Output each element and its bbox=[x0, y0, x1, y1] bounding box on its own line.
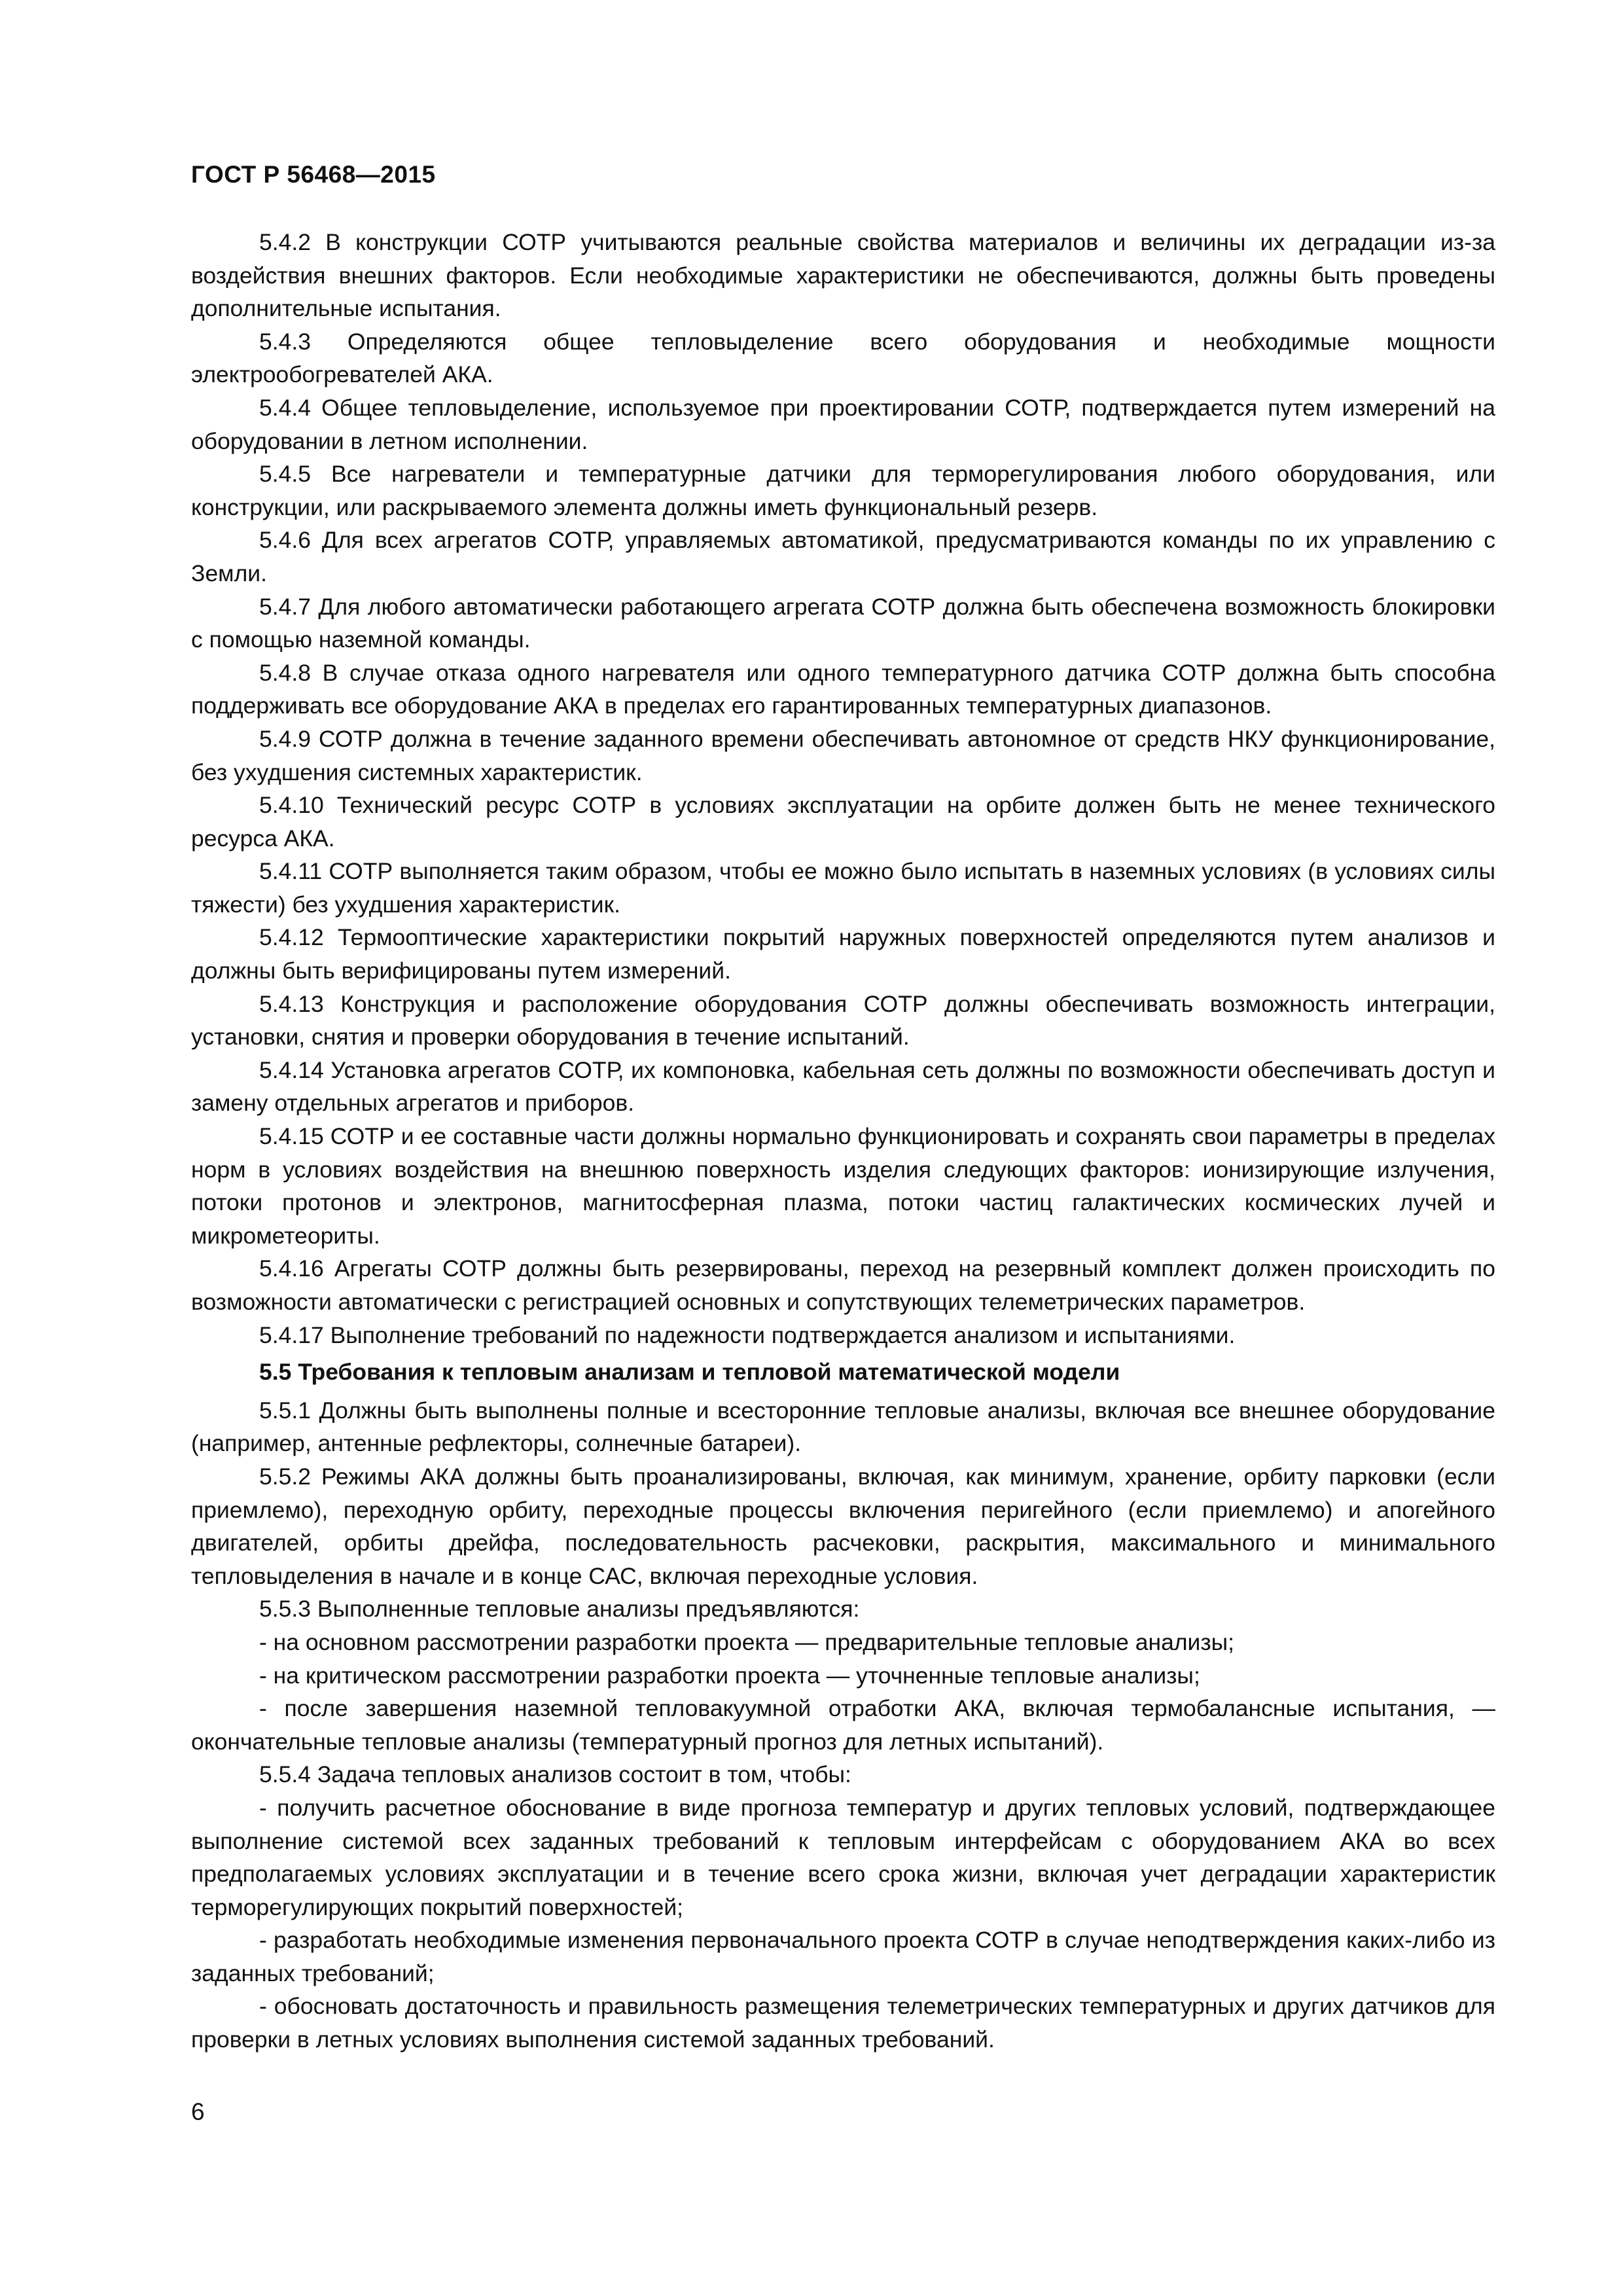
paragraph-5-5-3: 5.5.3 Выполненные тепловые анализы предъявляются: bbox=[259, 1596, 860, 1623]
paragraph-5-5-2: 5.5.2 Режимы АКА должны быть проанализированы, включая, как минимум, хранение, орбиту парковки (если приемлемо), переходную орбиту, переходные процессы включения перигейного (если приемлемо) и апогейного двигателей, орбиты дрейфа, последовательность расчековки, раскрытия, максимального и минимального тепловыделения в начале и в конце САС, включая переходные условия. bbox=[191, 1463, 1495, 1589]
paragraph-5-4-5: 5.4.5 Все нагреватели и температурные датчики для терморегулирования любого оборудования, или конструкции, или раскрываемого элемента должны иметь функциональный резерв. bbox=[191, 461, 1495, 520]
paragraph-5-5-1: 5.5.1 Должны быть выполнены полные и всесторонние тепловые анализы, включая все внешнее оборудование (например, антенные рефлекторы, солнечные батареи). bbox=[191, 1397, 1495, 1457]
list-item: - на основном рассмотрении разработки проекта — предварительные тепловые анализы; bbox=[259, 1628, 1235, 1655]
document-body bbox=[191, 226, 1495, 2056]
paragraph-5-4-8: 5.4.8 В случае отказа одного нагревателя или одного температурного датчика СОТР должна быть способна поддерживать все оборудование АКА в пределах его гарантированных температурных диапазонов. bbox=[191, 659, 1495, 719]
paragraph-5-5-4: 5.5.4 Задача тепловых анализов состоит в том, чтобы: bbox=[259, 1761, 851, 1788]
paragraph-5-4-11: 5.4.11 СОТР выполняется таким образом, чтобы ее можно было испытать в наземных условиях (в условиях силы тяжести) без ухудшения характеристик. bbox=[191, 858, 1495, 918]
paragraph-5-4-14: 5.4.14 Установка агрегатов СОТР, их компоновка, кабельная сеть должны по возможности обеспечивать доступ и замену отдельных агрегатов и приборов. bbox=[191, 1056, 1495, 1117]
paragraph-5-4-15: 5.4.15 СОТР и ее составные части должны нормально функционировать и сохранять свои параметры в пределах норм в условиях воздействия на внешнюю поверхность изделия следующих факторов: ионизирующие излучения, потоки протонов и электронов, магнитосферная плазма, потоки частиц галактических космических лучей и микрометеориты. bbox=[191, 1123, 1495, 1249]
paragraph-5-4-6: 5.4.6 Для всех агрегатов СОТР, управляемых автоматикой, предусматриваются команды по их управлению с Земли. bbox=[191, 527, 1495, 586]
paragraph-5-4-16: 5.4.16 Агрегаты СОТР должны быть резервированы, переход на резервный комплект должен происходить по возможности автоматически с регистрацией основных и сопутствующих телеметрических параметров. bbox=[191, 1255, 1495, 1315]
paragraph-5-4-7: 5.4.7 Для любого автоматически работающего агрегата СОТР должна быть обеспечена возможность блокировки с помощью наземной команды. bbox=[191, 593, 1495, 653]
paragraph-5-4-2: 5.4.2 В конструкции СОТР учитываются реальные свойства материалов и величины их деградации из-за воздействия внешних факторов. Если необходимые характеристики не обеспечиваются, должны быть проведены дополнительные испытания. bbox=[191, 229, 1495, 322]
paragraph-5-4-3: 5.4.3 Определяются общее тепловыделение всего оборудования и необходимые мощности электрообогревателей АКА. bbox=[191, 328, 1495, 388]
paragraph-5-4-12: 5.4.12 Термооптические характеристики покрытий наружных поверхностей определяются путем анализов и должны быть верифицированы путем измерений. bbox=[191, 924, 1495, 984]
list-item: - обосновать достаточность и правильность размещения телеметрических температурных и других датчиков для проверки в летных условиях выполнения системой заданных требований. bbox=[191, 1993, 1495, 2053]
list-item: - после завершения наземной тепловакуумной отработки АКА, включая термобалансные испытания, — окончательные тепловые анализы (температурный прогноз для летных испытаний). bbox=[191, 1695, 1495, 1755]
section-heading-5-5: 5.5 Требования к тепловым анализам и тепловой математической модели bbox=[259, 1359, 1120, 1386]
paragraph-5-4-13: 5.4.13 Конструкция и расположение оборудования СОТР должны обеспечивать возможность интеграции, установки, снятия и проверки оборудования в течение испытаний. bbox=[191, 990, 1495, 1050]
paragraph-5-4-9: 5.4.9 СОТР должна в течение заданного времени обеспечивать автономное от средств НКУ функционирование, без ухудшения системных характеристик. bbox=[191, 725, 1495, 785]
paragraph-5-4-4: 5.4.4 Общее тепловыделение, используемое при проектировании СОТР, подтверждается путем измерений на оборудовании в летном исполнении. bbox=[191, 394, 1495, 454]
list-item: - на критическом рассмотрении разработки проекта — уточненные тепловые анализы; bbox=[259, 1662, 1200, 1689]
document-header: ГОСТ Р 56468—2015 bbox=[191, 161, 436, 188]
list-item: - получить расчетное обоснование в виде прогноза температур и других тепловых условий, подтверждающее выполнение системой всех заданных требований к тепловым интерфейсам с оборудованием АКА во всех предполагаемых условиях эксплуатации и в течение всего срока жизни, включая учет деградации характеристик терморегулирующих покрытий поверхностей; bbox=[191, 1794, 1495, 1920]
list-item: - разработать необходимые изменения первоначального проекта СОТР в случае неподтверждения каких-либо из заданных требований; bbox=[191, 1927, 1495, 1986]
paragraph-5-4-10: 5.4.10 Технический ресурс СОТР в условиях эксплуатации на орбите должен быть не менее технического ресурса АКА. bbox=[191, 792, 1495, 852]
page-number: 6 bbox=[191, 2098, 205, 2125]
paragraph-5-4-17: 5.4.17 Выполнение требований по надежности подтверждается анализом и испытаниями. bbox=[259, 1321, 1236, 1348]
